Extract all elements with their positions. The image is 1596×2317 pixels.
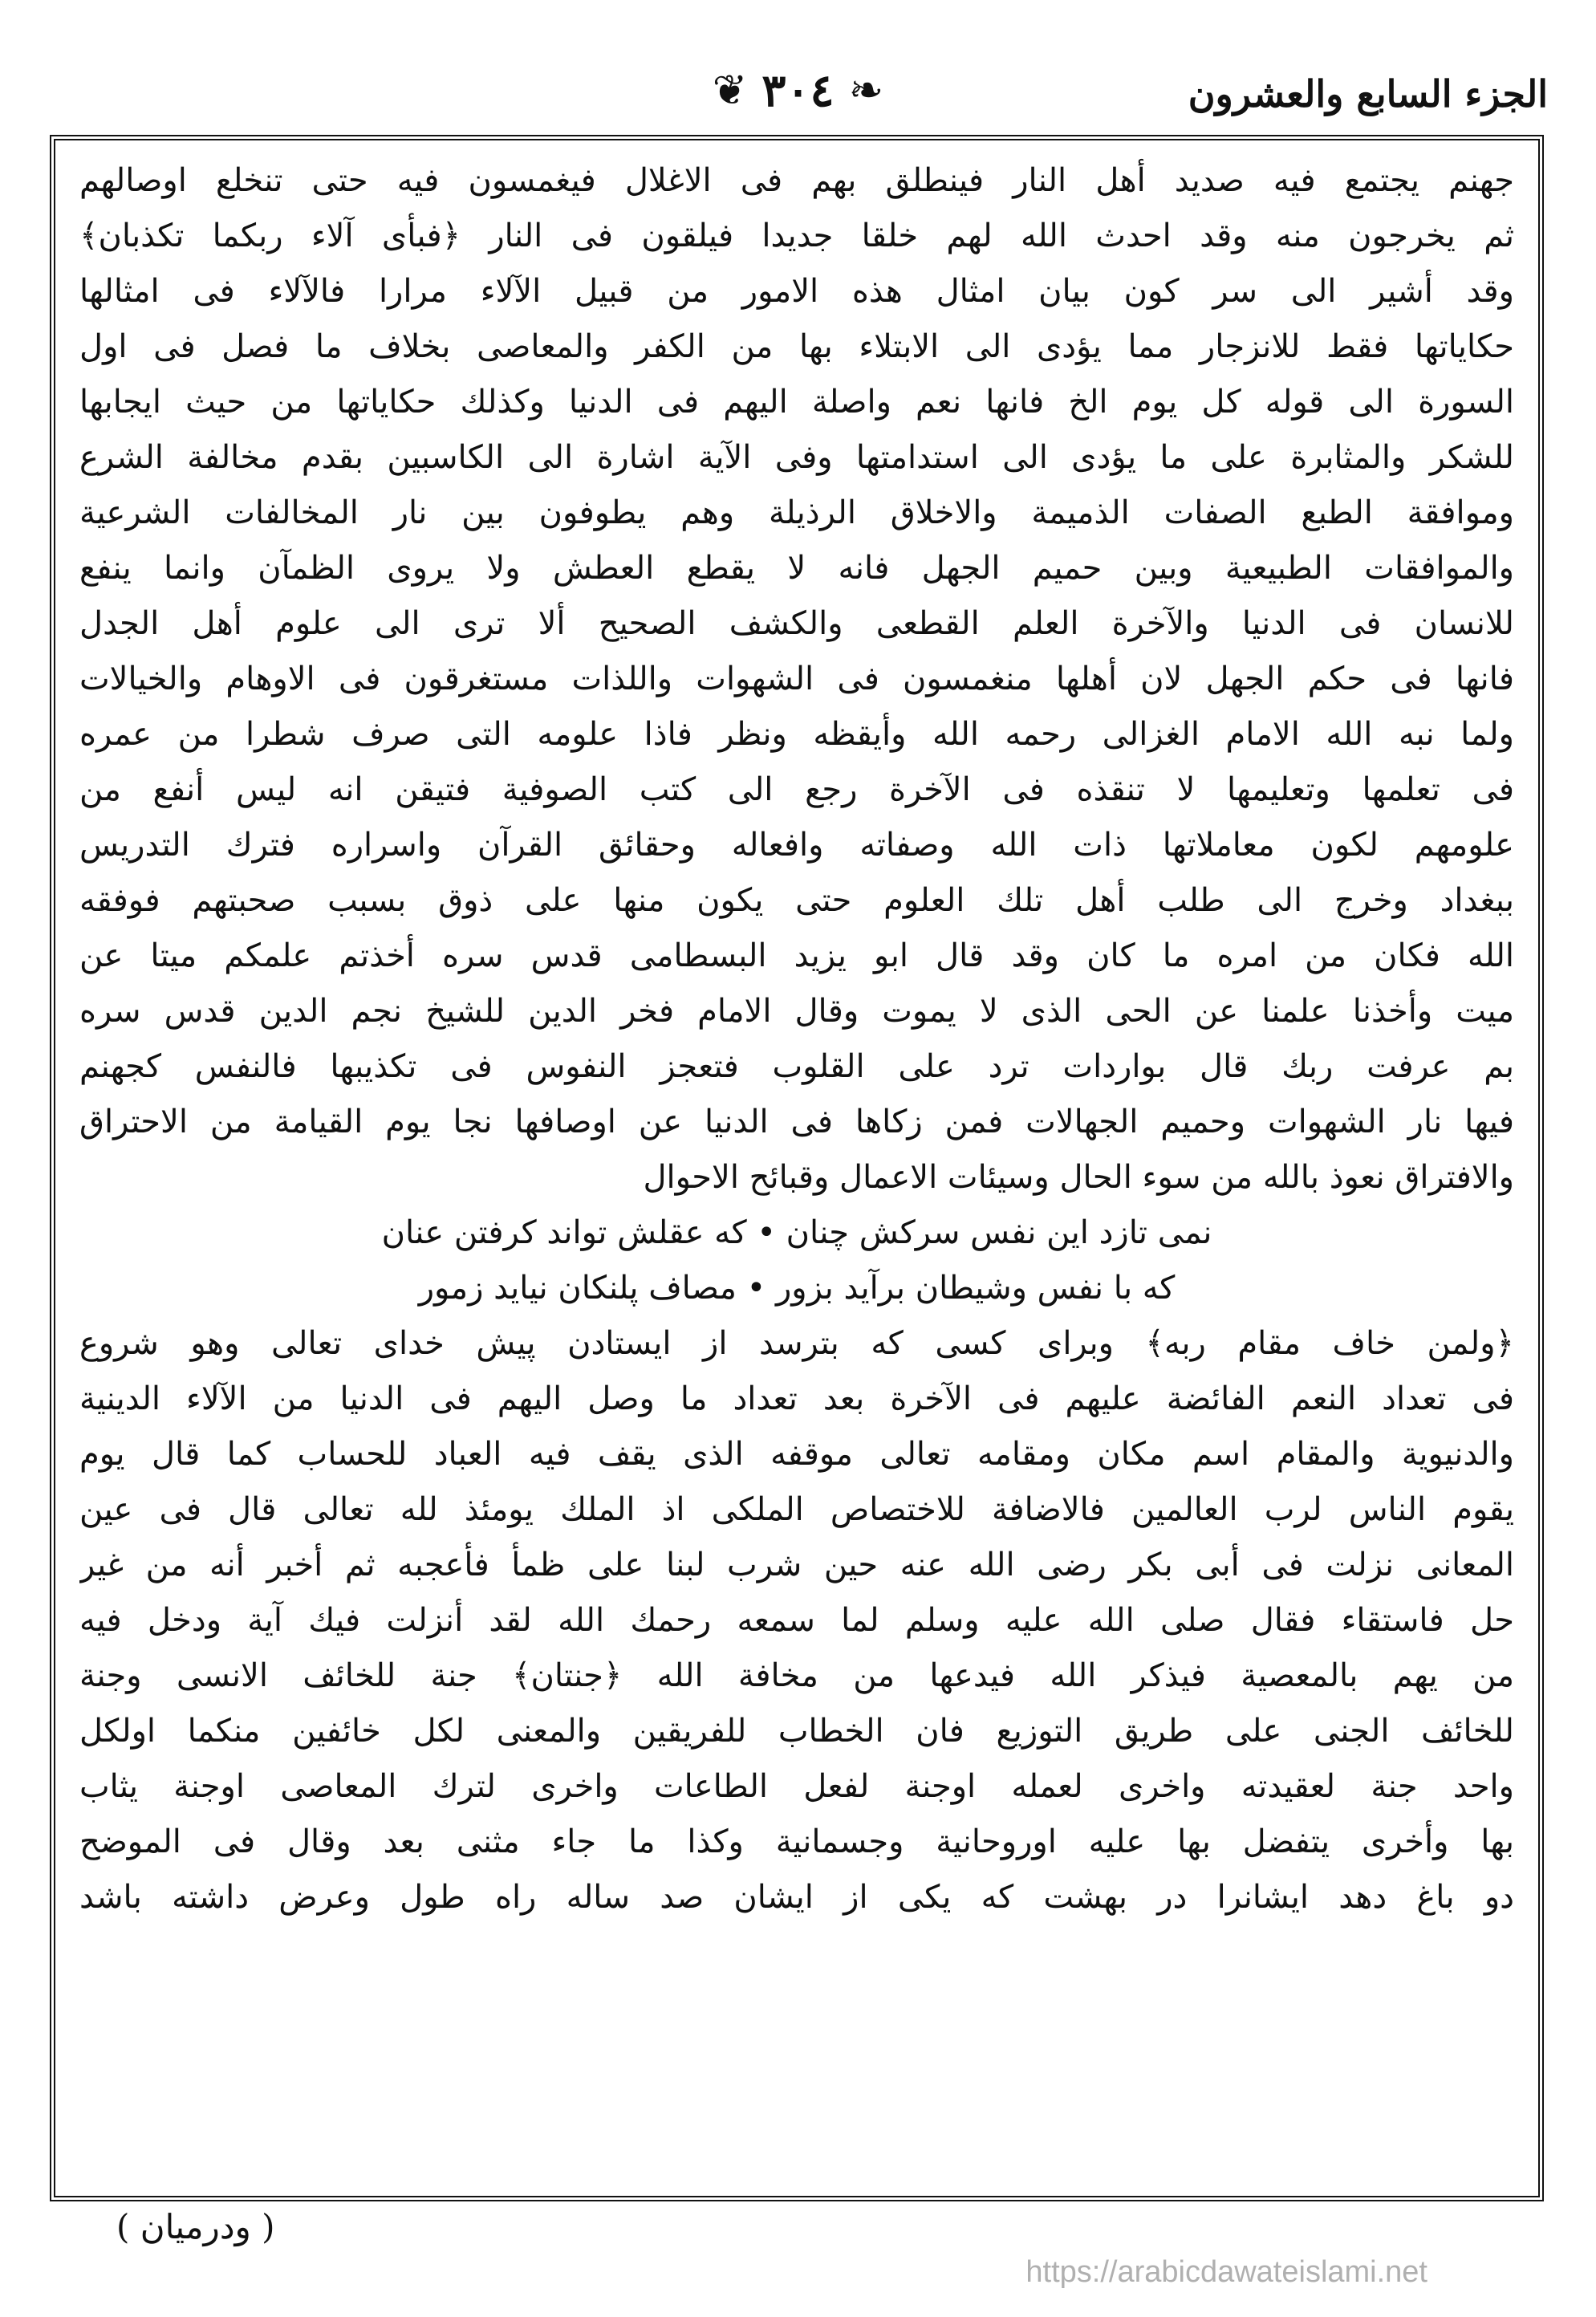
source-watermark: https://arabicdawateislami.net <box>1025 2255 1427 2289</box>
page-number-ornament <box>713 64 883 117</box>
text-line: للشكر والمثابرة على ما يؤدى الى استدامتها وفى الآية اشارة الى الكاسبين بقدم مخالفة الشرع <box>79 439 1514 476</box>
text-line: والدنيوية والمقام اسم مكان ومقامه تعالى موقفه الذى يقف فيه العباد للحساب كما قال يوم <box>79 1436 1514 1473</box>
text-line: فيها نار الشهوات وحميم الجهالات فمن زكاها فى الدنيا عن اوصافها نجا يوم القيامة من الاحتراق <box>79 1104 1514 1140</box>
text-line: ثم يخرجون منه وقد احدث الله لهم خلقا جديدا فيلقون فى النار ﴿فبأى آلاء ربكما تكذبان﴾ <box>79 217 1514 254</box>
text-line: من يهم بالمعصية فيذكر الله فيدعها من مخافة الله ﴿جنتان﴾ جنة للخائف الانسى وجنة <box>79 1657 1514 1694</box>
text-line: حكاياتها فقط للانزجار مما يؤدى الى الابتلاء بها من الكفر والمعاصى بخلاف ما فصل فى اول <box>79 328 1514 365</box>
text-line: فانها فى حكم الجهل لان أهلها منغمسون فى الشهوات واللذات مستغرقون فى الاوهام والخيالات <box>79 661 1514 697</box>
text-line: السورة الى قوله كل يوم الخ فانها نعم واصلة اليهم فى الدنيا وكذلك حكاياتها من حيث ايجابها <box>79 384 1514 421</box>
text-line: وموافقة الطبع الصفات الذميمة والاخلاق الرذيلة وهم يطوفون بين نار المخالفات الشرعية <box>79 494 1514 531</box>
text-line: فى تعداد النعم الفائضة عليهم فى الآخرة بعد تعداد ما وصل اليهم فى الدنيا من الآلاء الدينية <box>79 1380 1514 1417</box>
text-line: للانسان فى الدنيا والآخرة العلم القطعى والكشف الصحيح ألا ترى الى علوم أهل الجدل <box>79 605 1514 642</box>
text-line: والموافقات الطبيعية وبين حميم الجهل فانه لا يقطع العطش ولا يروى الظمآن وانما ينفع <box>79 550 1514 587</box>
text-line: المعانى نزلت فى أبى بكر رضى الله عنه حين شرب لبنا على ظمأ فأعجبه ثم أخبر أنه من غير <box>79 1547 1514 1583</box>
text-line: فى تعلمها وتعليمها لا تنقذه فى الآخرة رجع الى كتب الصوفية فتيقن انه ليس أنفع من <box>79 771 1514 808</box>
text-line: علومهم لكون معاملاتها ذات الله وصفاته وافعاله وحقائق القرآن واسراره فترك التدريس <box>79 827 1514 864</box>
text-line: واحد جنة لعقيدته واخرى لعمله اوجنة لفعل الطاعات واخرى لترك المعاصى اوجنة يثاب <box>79 1768 1514 1805</box>
text-line: ولما نبه الله الامام الغزالى رحمه الله وأيقظه ونظر فاذا علومه التى صرف شطرا من عمره <box>79 716 1514 753</box>
text-line: دو باغ دهد ايشانرا در بهشت كه يكى از ايشان صد ساله راه طول وعرض داشته باشد <box>79 1879 1514 1916</box>
poem-verse: كه با نفس وشيطان برآيد بزور • مصاف پلنكان نيايد زمور <box>418 1270 1176 1307</box>
ornament-right-icon: ❧ <box>848 67 884 115</box>
text-line: للخائف الجنى على طريق التوزيع فان الخطاب للفريقين والمعنى لكل خائفين منكما اولكل <box>79 1713 1514 1750</box>
text-line: جهنم يجتمع فيه صديد أهل النار فينطلق بهم فى الاغلال فيغمسون فيه حتى تنخلع اوصالهم <box>79 162 1514 199</box>
text-line: ﴿ولمن خاف مقام ربه﴾ وبراى كسى كه بترسد از ايستادن پيش خداى تعالى وهو شروع <box>79 1325 1514 1362</box>
text-line: الله فكان من امره ما كان وقد قال ابو يزيد البسطامى قدس سره أخذتم علمكم ميتا عن <box>79 937 1514 974</box>
text-line: ببغداد وخرج الى طلب أهل تلك العلوم حتى يكون منها على ذوق بسبب صحبتهم فوفقه <box>79 882 1514 919</box>
catchword: ( ودرميان ) <box>116 2207 275 2246</box>
text-line: حل فاستقاء فقال صلى الله عليه وسلم لما سمعه رحمك الله لقد أنزلت فيك آية ودخل فيه <box>79 1602 1514 1639</box>
text-line: ميت وأخذنا علمنا عن الحى الذى لا يموت وقال الامام فخر الدين للشيخ نجم الدين قدس سره <box>79 993 1514 1030</box>
page-number: ٣٠٤ <box>761 64 835 117</box>
part-title: الجزء السابع والعشرون <box>1188 72 1548 116</box>
text-line: بم عرفت ربك قال بواردات ترد على القلوب فتعجز النفوس فى تكذيبها فالنفس كجهنم <box>79 1048 1514 1085</box>
ornament-left-icon: ❦ <box>712 67 748 115</box>
page-body <box>79 153 1514 1925</box>
text-line: يقوم الناس لرب العالمين فالاضافة للاختصاص الملكى اذ الملك يومئذ لله تعالى قال فى عين <box>79 1491 1514 1528</box>
text-line: وقد أشير الى سر كون بيان امثال هذه الامور من قبيل الآلاء مرارا فالآلاء فى امثالها <box>79 273 1514 310</box>
poem-verse: نمى تازد اين نفس سركش چنان • كه عقلش تواند كرفتن عنان <box>381 1214 1212 1251</box>
text-frame <box>50 135 1544 2201</box>
page-header <box>48 56 1548 136</box>
text-line: والافتراق نعوذ بالله من سوء الحال وسيئات الاعمال وقبائح الاحوال <box>643 1159 1514 1196</box>
text-line: بها وأخرى يتفضل بها عليه اوروحانية وجسمانية وكذا ما جاء مثنى بعد وقال فى الموضح <box>79 1823 1514 1860</box>
